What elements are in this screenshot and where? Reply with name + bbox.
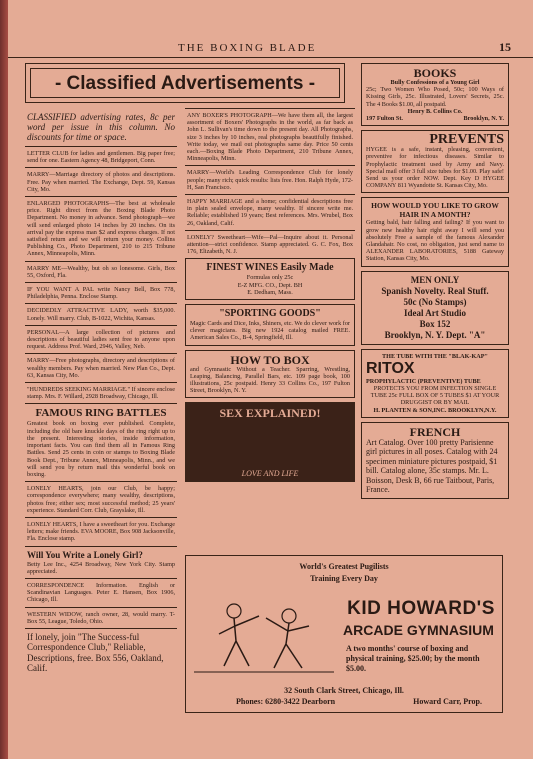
left-column — [25, 108, 177, 677]
classified-heading: - Classified Advertisements - — [30, 68, 340, 98]
men-line-4: Ideal Art Studio — [403, 307, 466, 318]
men-line-1: MEN ONLY — [410, 274, 460, 285]
books-ad — [361, 63, 509, 126]
finest-wines-ad — [185, 258, 355, 300]
right-column — [361, 63, 509, 503]
lonely-text: Betty Lee Inc., 4254 Broadway, New York City. Stamp appreciated. — [27, 560, 175, 575]
finest-line-3: E. Dedham, Mass. — [247, 288, 293, 296]
book-spine — [0, 0, 8, 759]
classified-ad: WESTERN WIDOW, ranch owner, 28, would marry. T-Box 55, League, Toledo, Ohio. — [25, 607, 177, 628]
classified-ad: MARRY ME—Wealthy, but oh so lonesome. Girls, Box 55, Oxford, Fla. — [25, 261, 177, 282]
sporting-heading: "SPORTING GOODS" — [219, 308, 321, 320]
men-line-6: Brooklyn, N. Y. Dept. "A" — [384, 329, 486, 340]
magazine-page — [8, 0, 533, 759]
hair-heading: HOW WOULD YOU LIKE TO GROW HAIR IN A MONTH? — [371, 201, 499, 220]
page-header — [8, 40, 533, 58]
gym-phone: Phones: 6280-3422 Dearborn — [236, 697, 336, 706]
howto-text: and Gymnastic Without a Teacher. Sparring, Wrestling, Leaping, Balancing, Parallel Bars, etc. 109 page book, 100 illustrations, 25c postpaid. Henry 33 Collins Co., 197 Fulton Street, Brooklyn, N. Y. — [190, 365, 350, 395]
hair-ad — [361, 197, 509, 266]
french-text: Art Catalog. Over 100 pretty Parisienne girl pictures in all poses. Catalog with 24 specimen miniature pictures postpaid, $1 bill. Catalog alone, 35c stamps. Mr. L. Boisson, Desk B, 66 rue Taitbout, Paris, France. — [366, 437, 498, 495]
ritox-brand: RITOX — [366, 359, 415, 377]
classified-ad: DECIDEDLY ATTRACTIVE LADY, worth $35,000. Lonely. Will marry. Club, B-1022, Wichita, Kansas. — [25, 303, 177, 324]
men-only-ad — [361, 271, 509, 345]
success-club-ad — [25, 628, 177, 677]
success-text: If lonely, join "The Success-ful Correspondence Club," Reliable, Descriptions, free. Box 556, Oakland, Calif. — [27, 631, 164, 674]
books-sub: Bully Confessions of a Young Girl — [390, 79, 480, 86]
ritox-addr: H. PLANTEN & SON,INC. BROOKLYN,N.Y. — [373, 406, 497, 414]
gym-name2: ARCADE GYMNASIUM — [343, 622, 494, 638]
books-addr3: Brooklyn, N. Y. — [463, 115, 504, 123]
books-heading: BOOKS — [413, 66, 457, 80]
ritox-text: PROTECTS YOU FROM INFECTION SINGLE TUBE 25c FULL BOX OF 5 TUBES $1 AT YOUR DRUGGIST OR BY MAIL — [370, 385, 500, 407]
ritox-ad — [361, 349, 509, 418]
boxers-illustration — [194, 586, 334, 676]
books-addr2: 197 Fulton St. — [366, 115, 403, 123]
sporting-text: Magic Cards and Dice, Inks, Shiners, etc. We do clever work for clever magicians. Big new 1924 catalog mailed FREE. American Sales Co., B-4, Springfield, Ill. — [190, 320, 350, 342]
classified-ad: ANY BOXER'S PHOTOGRAPH—We have them all, the largest assortment of Boxers' Photographs in the world, as far back as John L. Sullivan's time down to the present day. All Photographs, size 3 inches by 10 inches, real photographs beautifully finished. Write today, we mail out photographs same day. Price 50 cents each.—Boxing Blade Photo Department, 210 Tribune Annex, Minneapolis, Minn. — [185, 108, 355, 165]
books-addr1: Henry B. Collins Co. — [407, 107, 463, 115]
page-number: 15 — [499, 40, 511, 54]
lonely-heading: Will You Write a Lonely Girl? — [27, 549, 143, 560]
gym-text: A two months' course of boxing and physical training, $25.00; by the month $5.00. — [346, 644, 480, 673]
classified-ad: ENLARGED PHOTOGRAPHS—The best at wholesale price. Right direct from the Boxing Blade Photo Department. No money in advance. Send photograph—we will send enlarged photo 14 inches by 20 inches. On its arrival pay the express man $2 and express charges. If not satisfied return and we will return your money. Collins Publishing Co., Photo Department, 210 to 215 Tribune Annex, Minneapolis, Minn. — [25, 196, 177, 261]
howto-heading: HOW TO BOX — [230, 352, 310, 367]
gym-top1: World's Greatest Pugilists — [299, 562, 389, 571]
classified-ad: LONELY HEARTS, join our Club, be happy; correspondence everywhere; many wealthy, descriptions, photos free; either sex; most successful method; 25 years' experience. Standard Corr. Club, Grayslake, Ill. — [25, 481, 177, 517]
prevents-heading: PREVENTS — [429, 132, 504, 148]
famous-text: Greatest book on boxing ever published. Complete, including the old bare knuckle days of the ring right up to the present. Interesting stories, inside information, important facts. You can find them all in Famous Ring Battles. Send 25 cents in coin or stamps to Boxing Blade Book Dept., Tribune Annex, Minneapolis, Minn., and we will send you by return mail this wonderful book on boxing. — [27, 420, 175, 478]
sex-sub: LOVE AND LIFE — [241, 469, 299, 479]
french-ad — [361, 422, 509, 499]
gymnasium-ad — [185, 555, 503, 713]
classified-ad: HAPPY MARRIAGE and a home; confidential descriptions free in plain sealed envelope, many wealthy. If sincere write me. Reliable; established 19 years; Best references. Mrs. Wrubel, Box 26, Oakland, Calif. — [185, 194, 355, 230]
finest-line-1: Formulas only 25c — [246, 274, 294, 282]
gym-top2: Training Every Day — [310, 574, 378, 583]
classified-intro: CLASSIFIED advertising rates, 8c per word per issue in this column. No discounts for time or space. — [27, 112, 175, 142]
classified-ad: MARRY—Marriage directory of photos and descriptions. Free. Pay when married. The Exchange, Dept. 59, Kansas City, Mo. — [25, 167, 177, 196]
classified-ad: LONELY HEARTS, I have a sweetheart for you. Exchange letters; make friends. EVA MOORE, Box 908 Jacksonville, Fla. Enclose stamp. — [25, 517, 177, 546]
ritox-mid: PROPHYLACTIC (PREVENTIVE) TUBE — [366, 377, 481, 385]
gym-addr: 32 South Clark Street, Chicago, Ill. — [284, 686, 404, 695]
finest-line-2: E-Z MFG. CO., Dept. BH — [237, 281, 303, 289]
men-line-5: Box 152 — [419, 318, 451, 329]
lonely-girl-ad — [25, 546, 177, 578]
hair-text: Getting bald, hair falling and failing? If you want to grow new healthy hair right away I will send you absolutely Free a sample of the famous Alexander Glandahair. No cost, no obligation, just send name to ALEXANDER LABORATORIES, 5188 Gateway Station, Kansas City, Mo. — [366, 219, 504, 263]
classified-ad: IF YOU WANT A PAL write Nancy Bell, Box 778, Philadelphia, Penna. Enclose Stamp. — [25, 282, 177, 303]
prevents-text: HYGEE is a safe, instant, pleasing, convenient, preventive for infectious diseases. Similar to Prophylactic treatment used by Army and Navy. Special mail offer 3 full size tubes for $1.00. Play safe! Send us your order NOW. Dept. Key D HYGEE COMPANY 811 Wyandotte St. Kansas City, Mo. — [366, 146, 504, 190]
sex-explained-ad — [185, 402, 355, 482]
books-addr-row — [366, 115, 504, 122]
famous-heading: FAMOUS RING BATTLES — [35, 407, 167, 420]
page-title: THE BOXING BLADE — [178, 42, 317, 54]
prevents-ad — [361, 130, 509, 193]
sex-heading: SEX EXPLAINED! — [219, 406, 321, 421]
classified-ad: LONELY? Sweetheart—Wife—Pal—Inquire about it. Personal attention—strict confidence. Stamp appreciated. G. C. Fox, Box 176, Elizabeth, N. J. — [185, 230, 355, 259]
how-to-box-ad — [185, 350, 355, 399]
middle-column — [185, 108, 355, 486]
gym-owner: Howard Carr, Prop. — [413, 697, 482, 706]
classified-ad: CORRESPONDENCE Information. English or Scandinavian Languages. Peter E. Hansen, Box 1906, Chicago, Ill. — [25, 578, 177, 607]
books-text: 25c; Two Women Who Posed, 50c; 100 Ways of Kissing Girls, 25c. Illustrated, Lovers' Secrets, 25c. The 4 Books $1.00, all postpaid. — [366, 86, 504, 108]
finest-heading: FINEST WINES Easily Made — [206, 262, 334, 274]
classified-ad: LETTER CLUB for ladies and gentlemen. Big paper free; send for one. Eastern Agency 48, Bridgeport, Conn. — [25, 146, 177, 167]
ritox-top: THE TUBE WITH THE "BLAK-KAP" — [382, 352, 488, 360]
classified-heading-box — [25, 63, 345, 103]
classified-ad: PERSONAL—A large collection of pictures and descriptions of beautiful ladies sent free to anyone upon request. Address Prof. Ward, 2946, Valley, Neb. — [25, 325, 177, 354]
classified-ad: "HUNDREDS SEEKING MARRIAGE." If sincere enclose stamp. Mrs. F. Willard, 2928 Broadway, Chicago, Ill. — [25, 382, 177, 403]
gym-contact-row — [236, 697, 482, 706]
famous-ring-battles — [25, 403, 177, 481]
french-heading: FRENCH — [409, 424, 461, 439]
sporting-goods-ad — [185, 304, 355, 346]
gym-name1: KID HOWARD'S — [347, 598, 495, 619]
men-line-2: Spanish Novelty. Real Stuff. — [381, 285, 489, 296]
classified-ad: MARRY—Free photographs, directory and descriptions of wealthy members. Pay when married. New Plan Co., Dept. 63, Kansas City, Mo. — [25, 353, 177, 382]
men-line-3: 50c (No Stamps) — [403, 296, 467, 307]
classified-ad: MARRY—World's Leading Correspondence Club for lonely people; many rich; quick results: lists free. Hon. Ralph Hyde, 172-H, San Francisco. — [185, 165, 355, 194]
